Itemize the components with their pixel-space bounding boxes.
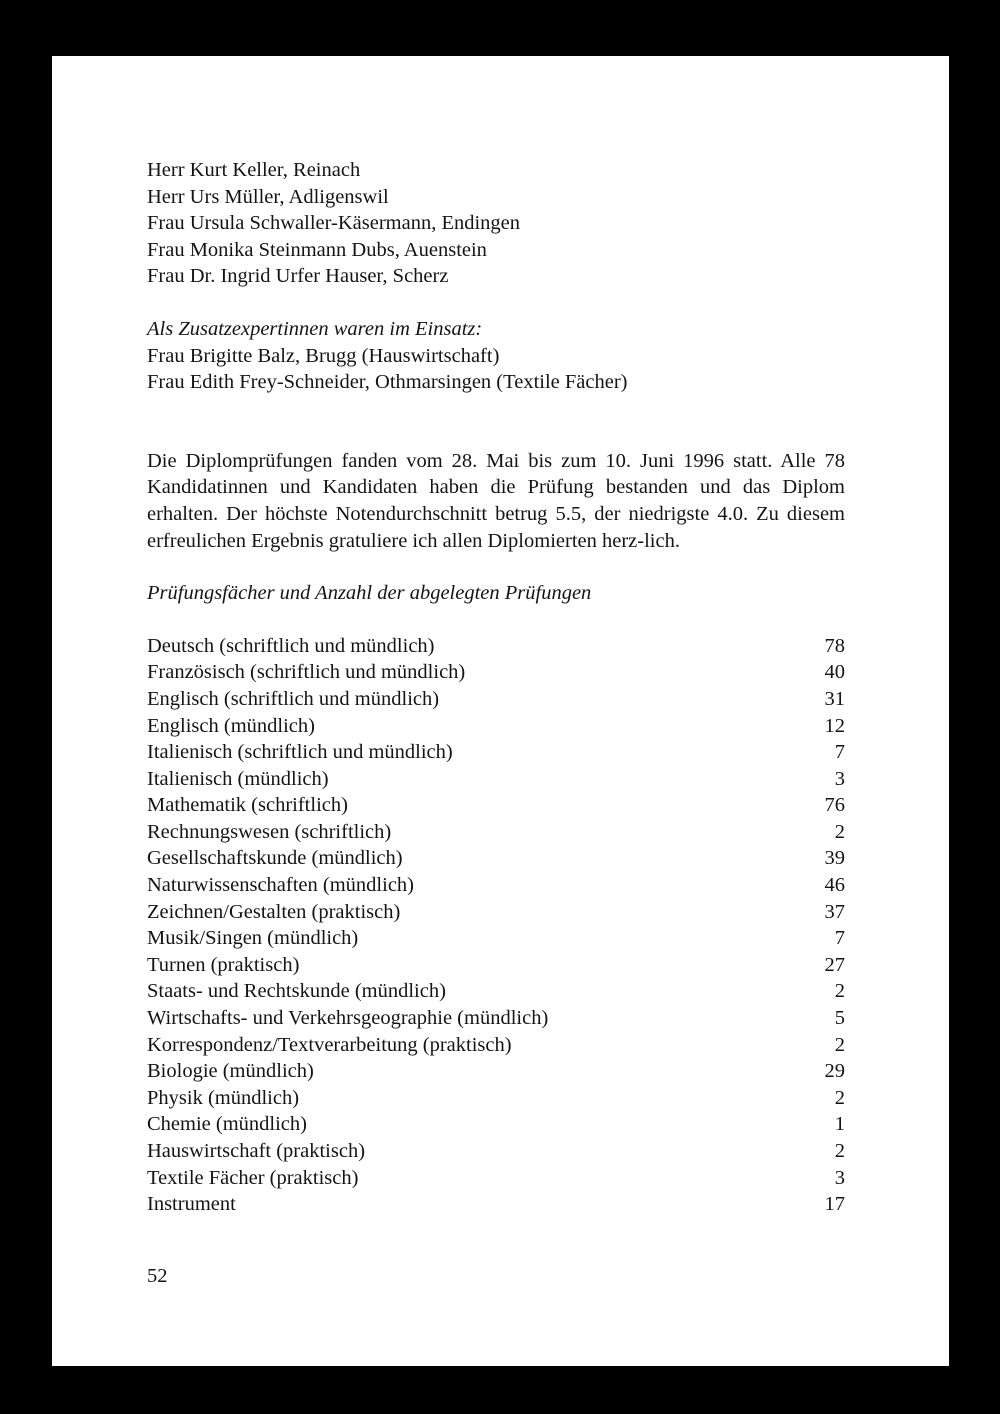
expert-member: Frau Brigitte Balz, Brugg (Hauswirtschaft) <box>147 344 500 367</box>
subject-count: 2 <box>834 820 845 843</box>
subject-name: Wirtschafts- und Verkehrsgeographie (mündlich) <box>147 1007 549 1030</box>
list-item <box>147 1032 845 1059</box>
subject-name: Staats- und Rechtskunde (mündlich) <box>147 980 446 1003</box>
subject-name: Naturwissenschaften (mündlich) <box>147 874 414 897</box>
list-item <box>147 739 845 766</box>
subject-count: 2 <box>834 1033 845 1056</box>
subject-name: Physik (mündlich) <box>147 1086 300 1109</box>
subject-count: 7 <box>834 927 845 950</box>
list-item <box>147 819 845 846</box>
additional-experts <box>147 316 845 396</box>
spacer <box>147 554 845 580</box>
list-item <box>147 713 845 740</box>
list-item <box>147 952 845 979</box>
subjects-list <box>147 633 845 1218</box>
list-item <box>147 1085 845 1112</box>
list-item <box>147 633 845 660</box>
subject-count: 3 <box>834 767 845 790</box>
expert-member: Frau Edith Frey-Schneider, Othmarsingen (Textile Fächer) <box>147 371 628 394</box>
subject-count: 27 <box>824 953 845 976</box>
subject-name: Mathematik (schriftlich) <box>147 794 348 817</box>
subject-count: 12 <box>824 714 845 737</box>
page-number: 52 <box>147 1265 168 1287</box>
committee-member: Herr Kurt Keller, Reinach <box>147 159 361 181</box>
subject-name: Chemie (mündlich) <box>147 1113 307 1136</box>
subject-count: 7 <box>834 741 845 764</box>
subject-count: 40 <box>824 661 845 684</box>
list-item <box>147 1165 845 1192</box>
committee-member: Frau Dr. Ingrid Urfer Hauser, Scherz <box>147 265 449 288</box>
list-item <box>147 1191 845 1218</box>
subject-name: Instrument <box>147 1193 236 1216</box>
list-item <box>147 1138 845 1165</box>
subject-count: 3 <box>834 1166 845 1189</box>
subject-count: 78 <box>824 634 845 657</box>
subject-name: Deutsch (schriftlich und mündlich) <box>147 634 435 657</box>
subject-count: 2 <box>834 1086 845 1109</box>
additional-experts-heading: Als Zusatzexpertinnen waren im Einsatz: <box>147 317 483 340</box>
subject-name: Textile Fächer (praktisch) <box>147 1166 359 1189</box>
subject-name: Rechnungswesen (schriftlich) <box>147 820 392 843</box>
subjects-heading: Prüfungsfächer und Anzahl der abgelegten Prüfungen <box>147 582 592 605</box>
subject-count: 17 <box>824 1193 845 1216</box>
subject-name: Musik/Singen (mündlich) <box>147 927 359 950</box>
subject-count: 2 <box>834 980 845 1003</box>
subject-name: Hauswirtschaft (praktisch) <box>147 1140 366 1162</box>
subject-name: Korrespondenz/Textverarbeitung (praktisch) <box>147 1033 512 1056</box>
subject-name: Zeichnen/Gestalten (praktisch) <box>147 900 401 923</box>
subject-count: 1 <box>834 1113 845 1136</box>
subject-count: 46 <box>824 874 845 897</box>
subject-name: Englisch (schriftlich und mündlich) <box>147 687 440 710</box>
committee-member: Frau Ursula Schwaller-Käsermann, Endingen <box>147 212 521 235</box>
subject-count: 29 <box>824 1060 845 1083</box>
committee-member: Herr Urs Müller, Adligenswil <box>147 185 389 208</box>
subject-count: 5 <box>834 1007 845 1030</box>
list-item <box>147 925 845 952</box>
list-item <box>147 1005 845 1032</box>
list-item <box>147 872 845 899</box>
subject-name: Englisch (mündlich) <box>147 714 315 737</box>
subject-count: 39 <box>824 847 845 870</box>
committee-list <box>147 157 845 290</box>
subject-count: 76 <box>824 794 845 817</box>
list-item <box>147 899 845 926</box>
spacer <box>147 396 845 448</box>
list-item <box>147 686 845 713</box>
spacer <box>147 607 845 633</box>
subject-name: Biologie (mündlich) <box>147 1060 314 1083</box>
committee-member: Frau Monika Steinmann Dubs, Auenstein <box>147 238 487 261</box>
list-item <box>147 792 845 819</box>
subject-count: 2 <box>834 1140 845 1162</box>
subject-count: 31 <box>824 687 845 710</box>
list-item <box>147 1058 845 1085</box>
subject-name: Französisch (schriftlich und mündlich) <box>147 661 466 684</box>
exam-paragraph: Die Diplomprüfungen fanden vom 28. Mai bis zum 10. Juni 1996 statt. Alle 78 Kandidatinnen und Kandidaten haben die Prüfung bestanden und das Diplom erhalten. Der höchste Notendurchschnitt betrug 5.5, der niedrigste 4.0. Zu diesem erfreulichen Ergebnis gratuliere ich allen Diplomierten herz-lich. <box>147 449 845 552</box>
subject-name: Italienisch (mündlich) <box>147 767 329 790</box>
subject-name: Gesellschaftskunde (mündlich) <box>147 847 403 870</box>
page-content <box>147 157 845 1218</box>
subject-name: Turnen (praktisch) <box>147 953 300 976</box>
spacer <box>147 290 845 316</box>
list-item <box>147 766 845 793</box>
list-item <box>147 978 845 1005</box>
list-item <box>147 659 845 686</box>
subject-count: 37 <box>824 900 845 923</box>
list-item <box>147 845 845 872</box>
list-item <box>147 1111 845 1138</box>
subject-name: Italienisch (schriftlich und mündlich) <box>147 741 453 764</box>
